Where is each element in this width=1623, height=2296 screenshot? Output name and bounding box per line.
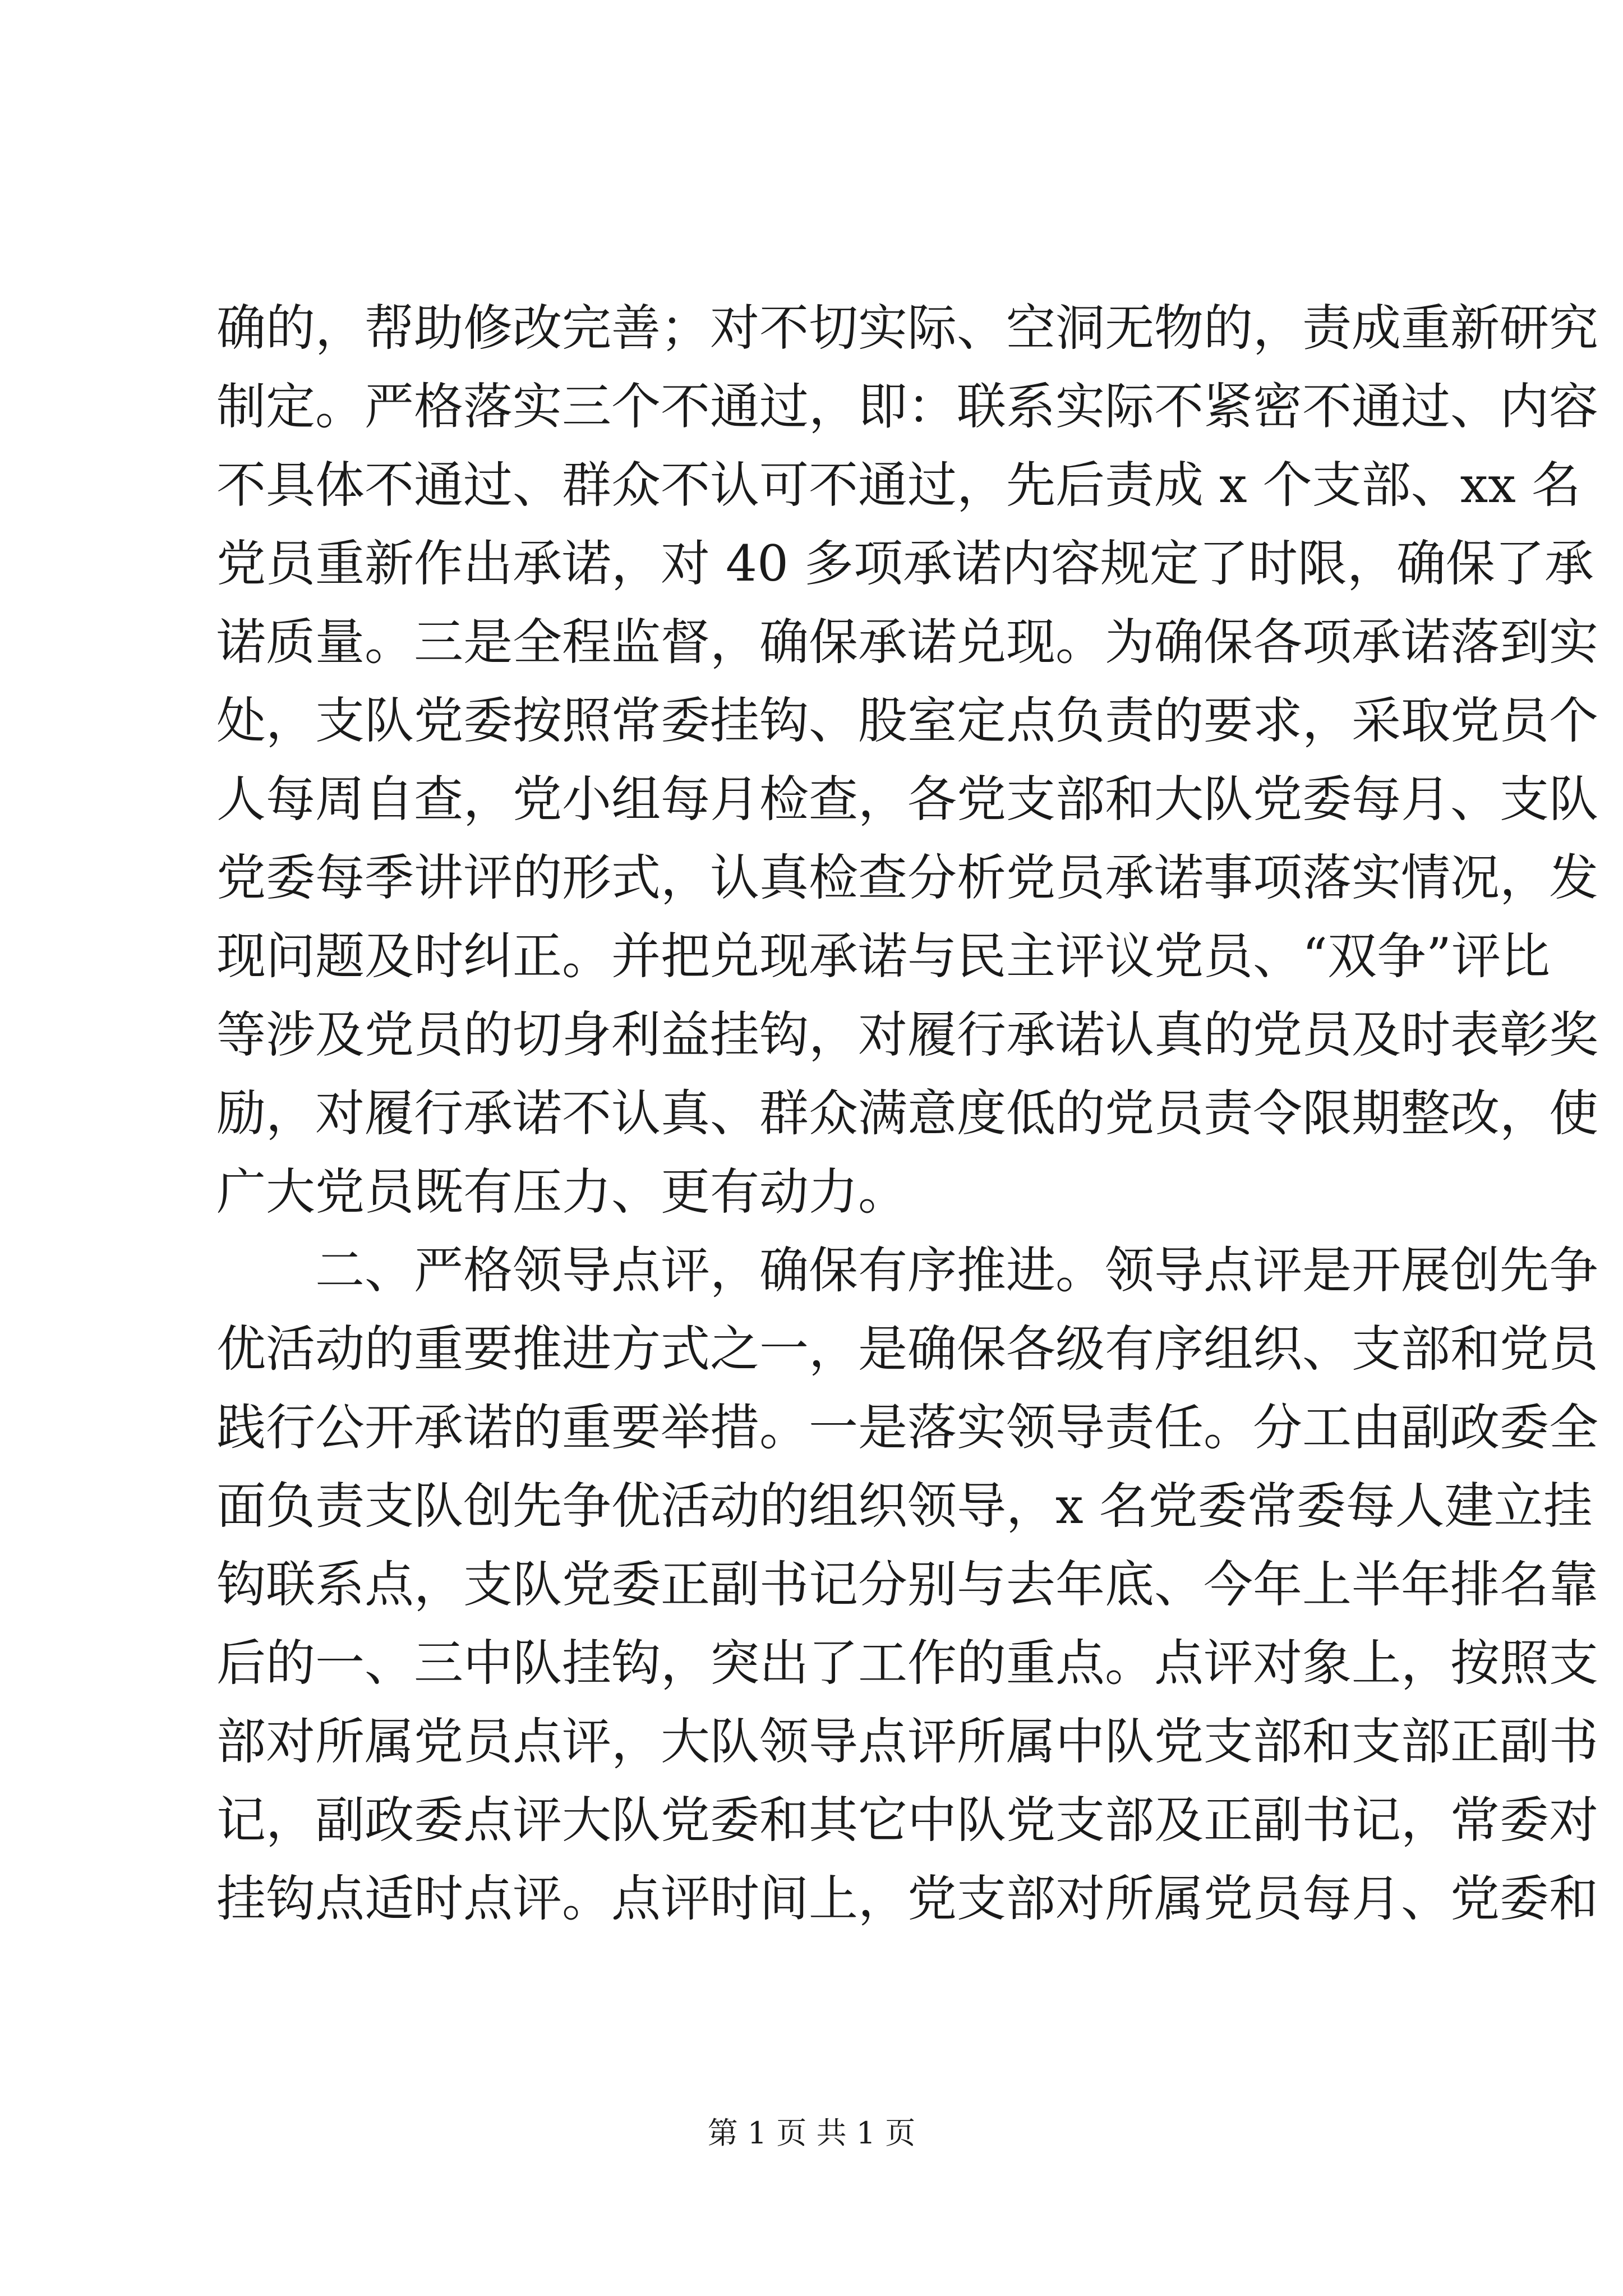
text-line: 践行公开承诺的重要举措。一是落实领导责任。分工由副政委全	[216, 1398, 1599, 1456]
text-line: 二、严格领导点评，确保有序推进。领导点评是开展创先争	[315, 1241, 1599, 1299]
text-line: 面负责支队创先争优活动的组织领导，x 名党委常委每人建立挂	[216, 1477, 1593, 1535]
text-line: 党员重新作出承诺，对 40 多项承诺内容规定了时限，确保了承	[216, 535, 1594, 592]
text-line: 记，副政委点评大队党委和其它中队党支部及正副书记，常委对	[216, 1791, 1599, 1849]
text-line: 现问题及时纠正。并把兑现承诺与民主评议党员、“双争”评比	[216, 927, 1550, 985]
body-text	[216, 289, 1599, 1938]
text-line: 确的，帮助修改完善；对不切实际、空洞无物的，责成重新研究	[216, 299, 1599, 357]
text-line: 励，对履行承诺不认真、群众满意度低的党员责令限期整改，使	[216, 1084, 1599, 1142]
text-line: 钩联系点，支队党委正副书记分别与去年底、今年上半年排名靠	[216, 1556, 1599, 1613]
text-line: 广大党员既有压力、更有动力。	[216, 1163, 908, 1221]
text-line: 处，支队党委按照常委挂钩、股室定点负责的要求，采取党员个	[216, 692, 1599, 749]
text-line: 部对所属党员点评，大队领导点评所属中队党支部和支部正副书	[216, 1713, 1599, 1770]
text-line: 挂钩点适时点评。点评时间上，党支部对所属党员每月、党委和	[216, 1870, 1599, 1927]
page-number-footer: 第 1 页 共 1 页	[707, 2115, 916, 2151]
text-line: 等涉及党员的切身利益挂钩，对履行承诺认真的党员及时表彰奖	[216, 1006, 1599, 1064]
text-line: 不具体不通过、群众不认可不通过，先后责成 x 个支部、xx 名	[216, 456, 1581, 514]
text-line: 制定。严格落实三个不通过，即：联系实际不紧密不通过、内容	[216, 378, 1599, 435]
text-line: 优活动的重要推进方式之一，是确保各级有序组织、支部和党员	[216, 1320, 1599, 1378]
text-line: 后的一、三中队挂钩，突出了工作的重点。点评对象上，按照支	[216, 1634, 1599, 1692]
text-line: 人每周自查，党小组每月检查，各党支部和大队党委每月、支队	[216, 770, 1599, 828]
text-line: 党委每季讲评的形式，认真检查分析党员承诺事项落实情况，发	[216, 849, 1599, 907]
text-line: 诺质量。三是全程监督，确保承诺兑现。为确保各项承诺落到实	[216, 613, 1599, 671]
